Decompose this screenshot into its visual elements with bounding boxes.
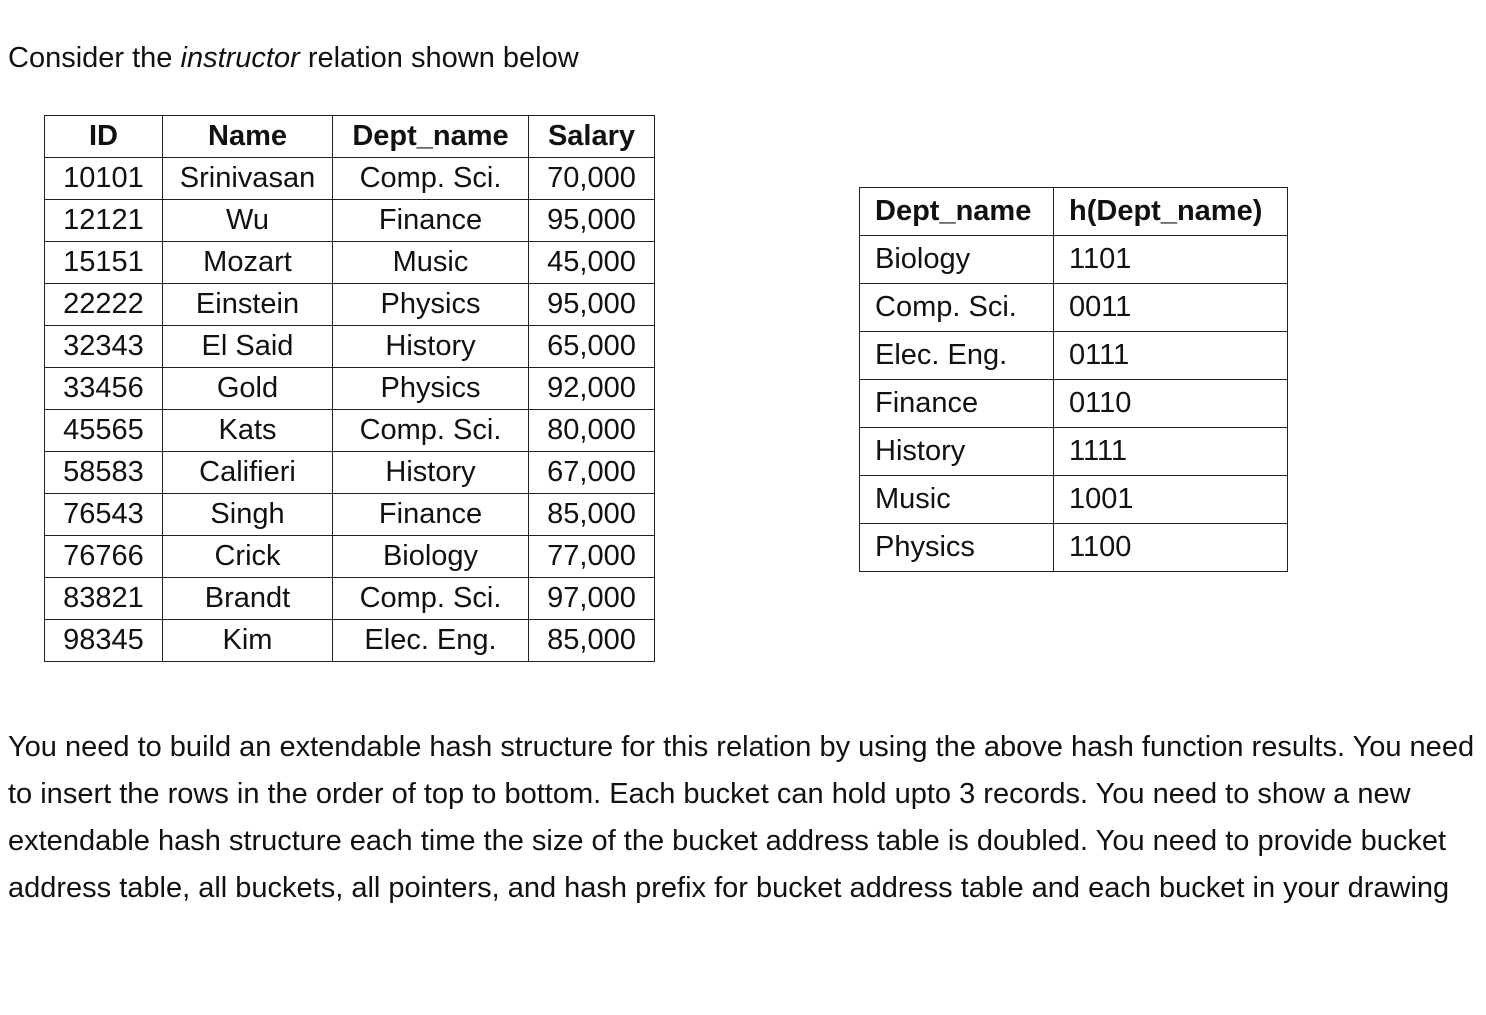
instructor-table (44, 115, 655, 662)
cell-salary: 70,000 (529, 158, 655, 200)
cell-name: Wu (163, 200, 333, 242)
table-row (860, 428, 1288, 476)
cell-dept-name: History (333, 326, 529, 368)
table-row (45, 326, 655, 368)
cell-name: Gold (163, 368, 333, 410)
cell-name: Singh (163, 494, 333, 536)
table-row (45, 200, 655, 242)
cell-name: Kats (163, 410, 333, 452)
cell-dept-name: Comp. Sci. (333, 410, 529, 452)
cell-dept-name: Finance (333, 200, 529, 242)
cell-hash-value: 0111 (1054, 332, 1288, 380)
cell-dept-name: Biology (333, 536, 529, 578)
column-header-id: ID (45, 116, 163, 158)
cell-dept-name: Music (860, 476, 1054, 524)
table-row (45, 368, 655, 410)
cell-salary: 65,000 (529, 326, 655, 368)
cell-hash-value: 0110 (1054, 380, 1288, 428)
cell-name: Crick (163, 536, 333, 578)
cell-name: Srinivasan (163, 158, 333, 200)
cell-dept-name: Elec. Eng. (860, 332, 1054, 380)
cell-name: Mozart (163, 242, 333, 284)
cell-salary: 92,000 (529, 368, 655, 410)
cell-dept-name: Comp. Sci. (333, 158, 529, 200)
cell-dept-name: History (860, 428, 1054, 476)
cell-hash-value: 1101 (1054, 236, 1288, 284)
cell-id: 45565 (45, 410, 163, 452)
table-row (860, 380, 1288, 428)
cell-salary: 80,000 (529, 410, 655, 452)
intro-sentence (8, 38, 579, 78)
cell-id: 76543 (45, 494, 163, 536)
cell-dept-name: History (333, 452, 529, 494)
cell-dept-name: Finance (860, 380, 1054, 428)
cell-salary: 67,000 (529, 452, 655, 494)
cell-id: 76766 (45, 536, 163, 578)
cell-salary: 95,000 (529, 200, 655, 242)
cell-id: 22222 (45, 284, 163, 326)
hash-function-table (859, 187, 1288, 572)
cell-salary: 95,000 (529, 284, 655, 326)
table-row (860, 332, 1288, 380)
cell-id: 58583 (45, 452, 163, 494)
cell-id: 12121 (45, 200, 163, 242)
intro-suffix: relation shown below (299, 42, 579, 74)
table-row (860, 476, 1288, 524)
cell-name: Brandt (163, 578, 333, 620)
cell-dept-name: Biology (860, 236, 1054, 284)
cell-name: Einstein (163, 284, 333, 326)
cell-dept-name: Elec. Eng. (333, 620, 529, 662)
table-row (45, 494, 655, 536)
cell-salary: 97,000 (529, 578, 655, 620)
column-header-salary: Salary (529, 116, 655, 158)
column-header-name: Name (163, 116, 333, 158)
table-row (45, 242, 655, 284)
cell-id: 15151 (45, 242, 163, 284)
column-header-dept-name: Dept_name (333, 116, 529, 158)
table-row (45, 578, 655, 620)
cell-name: Califieri (163, 452, 333, 494)
intro-relation-name: instructor (180, 42, 300, 74)
cell-hash-value: 1100 (1054, 524, 1288, 572)
cell-dept-name: Physics (860, 524, 1054, 572)
table-row (45, 620, 655, 662)
cell-id: 33456 (45, 368, 163, 410)
table-row (860, 236, 1288, 284)
cell-salary: 45,000 (529, 242, 655, 284)
cell-dept-name: Physics (333, 284, 529, 326)
cell-id: 10101 (45, 158, 163, 200)
cell-name: El Said (163, 326, 333, 368)
cell-salary: 77,000 (529, 536, 655, 578)
cell-id: 83821 (45, 578, 163, 620)
table-row (45, 536, 655, 578)
cell-dept-name: Physics (333, 368, 529, 410)
cell-hash-value: 1001 (1054, 476, 1288, 524)
cell-dept-name: Music (333, 242, 529, 284)
column-header-dept-name: Dept_name (860, 188, 1054, 236)
table-row (45, 158, 655, 200)
cell-dept-name: Finance (333, 494, 529, 536)
cell-id: 98345 (45, 620, 163, 662)
table-row (860, 524, 1288, 572)
cell-salary: 85,000 (529, 620, 655, 662)
table-row (45, 284, 655, 326)
table-row (860, 284, 1288, 332)
column-header-hash-value: h(Dept_name) (1054, 188, 1288, 236)
table-row (45, 410, 655, 452)
table-row (45, 452, 655, 494)
intro-prefix: Consider the (8, 42, 181, 74)
cell-dept-name: Comp. Sci. (333, 578, 529, 620)
cell-salary: 85,000 (529, 494, 655, 536)
cell-hash-value: 0011 (1054, 284, 1288, 332)
task-instructions: You need to build an extendable hash structure for this relation by using the above hash function results. You need to insert the rows in the order of top to bottom. Each bucket can hold upto 3 records. You need to show a new extendable hash structure each time the size of the bucket address table is doubled. You need to provide bucket address table, all buckets, all pointers, and hash prefix for bucket address table and each bucket in your drawing (8, 731, 1475, 904)
cell-dept-name: Comp. Sci. (860, 284, 1054, 332)
instructor-header-row (45, 116, 655, 158)
cell-id: 32343 (45, 326, 163, 368)
cell-hash-value: 1111 (1054, 428, 1288, 476)
cell-name: Kim (163, 620, 333, 662)
hash-header-row (860, 188, 1288, 236)
